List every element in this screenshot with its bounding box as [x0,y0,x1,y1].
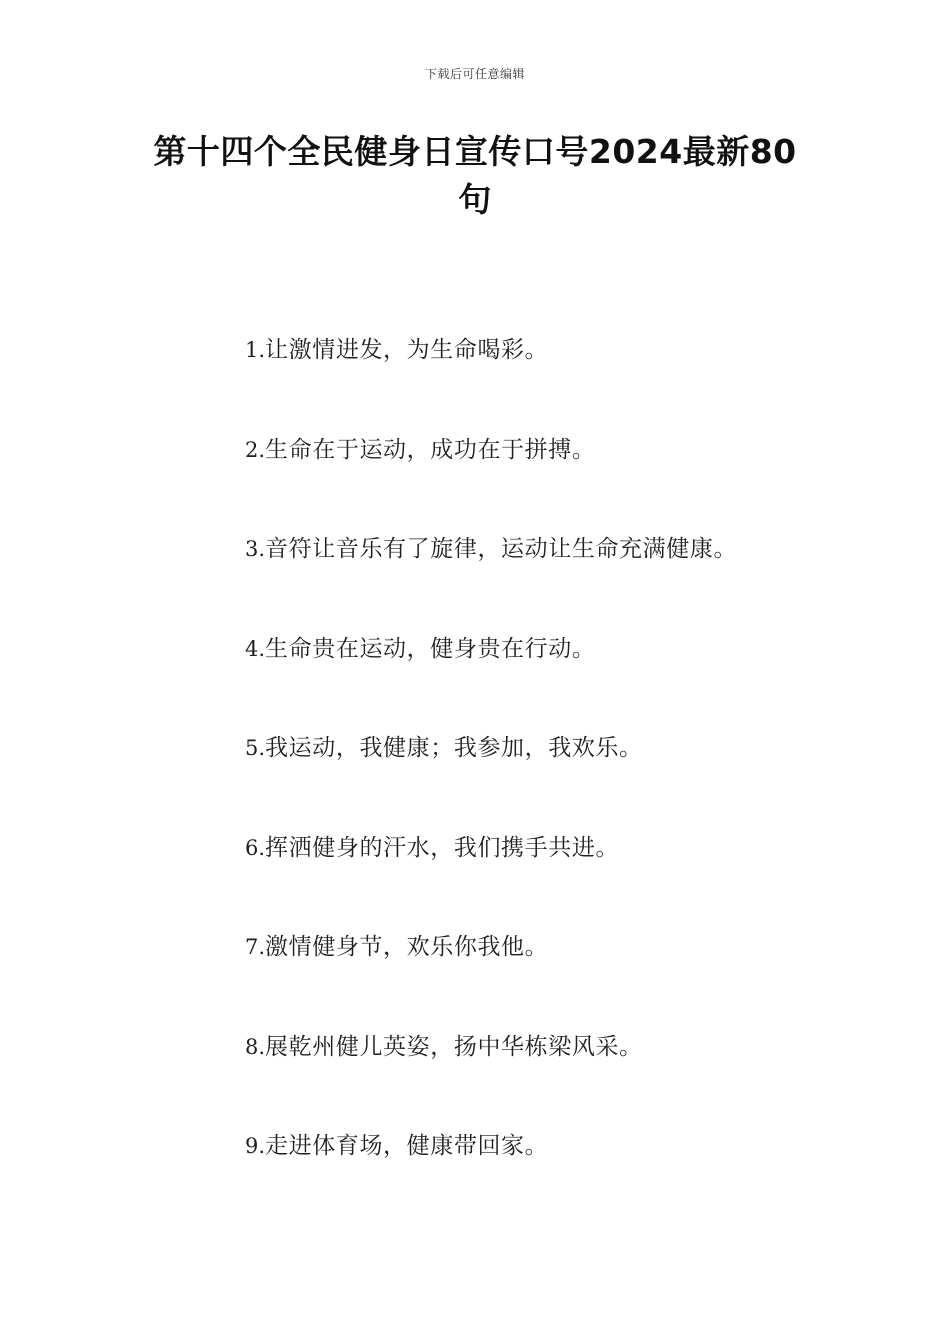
item-number: 7. [245,935,266,959]
list-item [245,823,865,923]
list-item [245,1121,865,1221]
item-text: 展乾州健儿英姿，扬中华栋梁风采。 [265,1033,643,1060]
item-text: 音符让音乐有了旋律，运动让生命充满健康。 [265,536,738,562]
item-text: 让激情进发，为生命喝彩。 [265,337,549,363]
item-number: 6. [245,835,266,860]
item-text: 走进体育场，健康带回家。 [265,1133,549,1159]
list-item [245,325,865,425]
slogan-list [245,325,865,1221]
item-number: 5. [245,736,266,760]
item-text: 激情健身节，欢乐你我他。 [265,934,549,960]
list-item [245,1022,865,1122]
page-title: 第十四个全民健身日宣传口号2024最新80句 [153,132,797,219]
item-number: 3. [245,537,266,561]
item-text: 生命在于运动，成功在于拼搏。 [265,436,596,463]
item-number: 8. [245,1034,266,1059]
item-text: 我运动，我健康；我参加，我欢乐。 [265,735,643,761]
header-note: 下载后可任意编辑 [424,67,525,81]
list-item [245,425,865,525]
item-text: 生命贵在运动，健身贵在行动。 [265,635,596,662]
list-item [245,524,865,624]
list-item [245,922,865,1022]
item-number: 1. [245,338,266,362]
list-item [245,624,865,724]
item-number: 2. [245,437,266,462]
item-number: 9. [245,1134,266,1158]
item-text: 挥洒健身的汗水，我们携手共进。 [265,834,620,861]
item-number: 4. [245,636,266,661]
list-item [245,723,865,823]
